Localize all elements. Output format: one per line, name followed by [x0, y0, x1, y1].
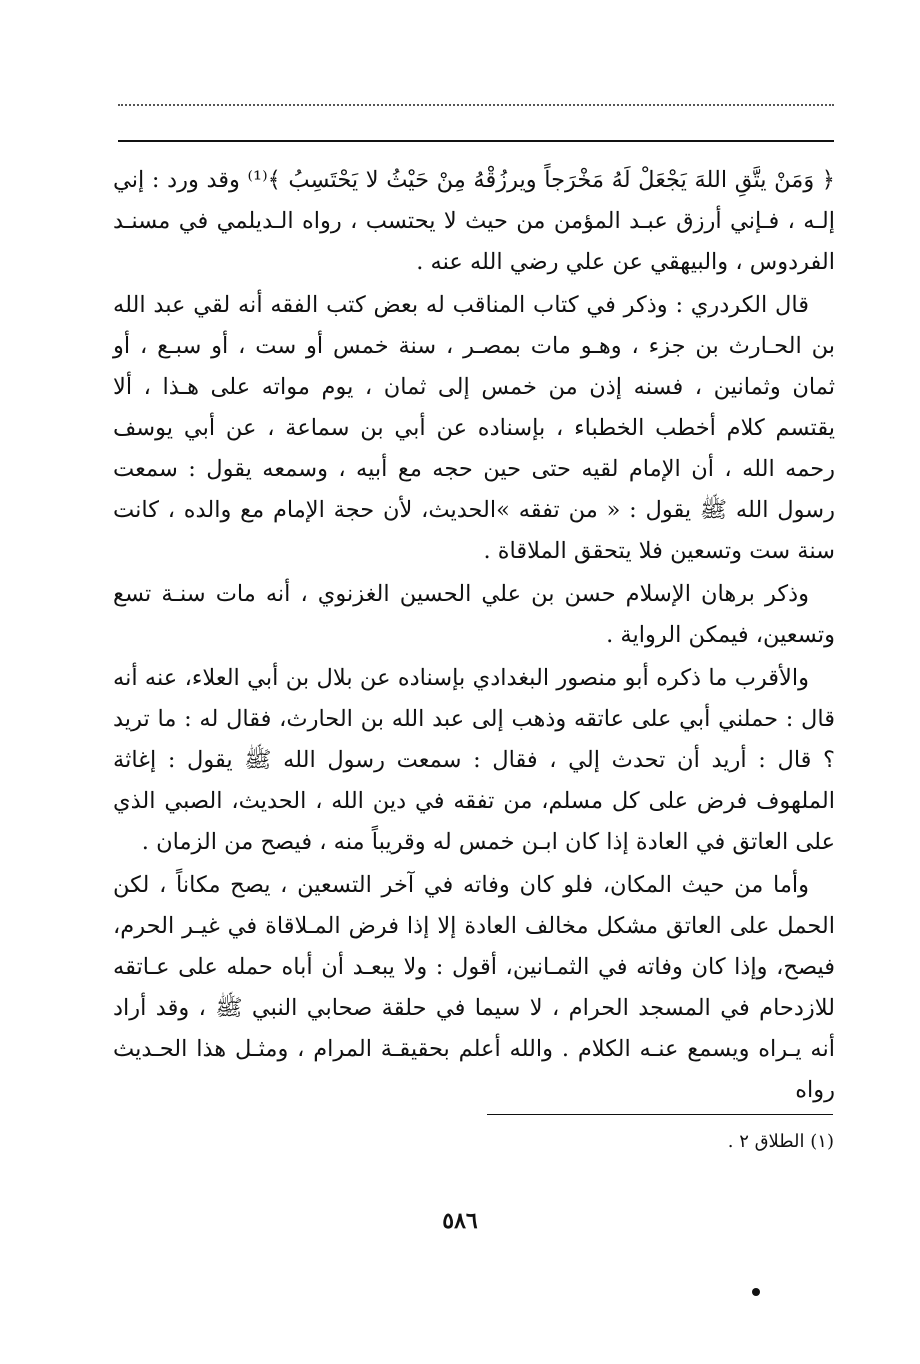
main-text [113, 160, 835, 1113]
page-number: ٥٨٦ [442, 1208, 478, 1234]
paragraph-3: وذكر برهان الإسلام حسن بن علي الحسين الغزنوي ، أنه مات سنـة تسع وتسعين، فيمكن الرواية . [113, 581, 835, 648]
ink-dot [752, 1288, 760, 1296]
header-dotted-line [118, 104, 834, 112]
paragraph-4: والأقرب ما ذكره أبو منصور البغدادي بإسناده عن بلال بن أبي العلاء، عنه أنه قال : حملني أبي على عاتقه وذهب إلى عبد الله بن الحارث، فقال له : ما تريد ؟ قال : أريد أن تحدث إلي ، فقال : سمعت رسول الله ﷺ يقول : إغاثة الملهوف فرض على كل مسلم، من تفقه في دين الله ، الحديث، الصبي الذي على العاتق في العادة إذا كان ابـن خمس له وقريباً منه ، فيصح من الزمان . [113, 665, 835, 855]
paragraph-2: قال الكردري : وذكر في كتاب المناقب له بعض كتب الفقه أنه لقي عبد الله بن الحـارث بن جزء ، وهـو مات بمصـر ، سنة خمس أو ست ، أو سبـع ، أو ثمان وثمانين ، فسنه إذن من خمس إلى ثمان ، يوم مواته على هـذا ، ألا يقتسم كلام أخطب الخطباء ، بإسناده عن أبي بن سماعة ، عن أبي يوسف رحمه الله ، أن الإمام لقيه حتى حين حجه مع أبيه ، وسمعه يقول : سمعت رسول الله ﷺ يقول : « من تفقه »الحديث، لأن حجة الإمام مع والده ، كانت سنة ست وتسعين فلا يتحقق الملاقاة . [113, 292, 835, 564]
footnote: (١) الطلاق ٢ . [727, 1131, 834, 1152]
paragraph-1: ﴿ وَمَنْ يتَّقِ اللهَ يَجْعَلْ لَهُ مَخْرَجاً ويرزُقْهُ مِنْ حَيْثُ لا يَحْتَسِبُ ﴾⁽¹⁾ وقد ورد : إني إلـه ، فـإني أرزق عبـد المؤمن من حيث لا يحتسب ، رواه الـديلمي في مسنـد الفردوس ، والبيهقي عن علي رضي الله عنه . [113, 167, 835, 275]
header-rule [118, 140, 834, 142]
paragraph-5: وأما من حيث المكان، فلو كان وفاته في آخر التسعين ، يصح مكاناً ، لكن الحمل على العاتق مشكل مخالف العادة إلا إذا فرض المـلاقاة في غيـر الحرم، فيصح، وإذا كان وفاته في الثمـانين، أقول : ولا يبعـد أن أباه حمله على عـاتقه للازدحام في المسجد الحرام ، لا سيما في حلقة صحابي النبي ﷺ ، وقد أراد أنه يـراه ويسمع عنـه الكلام . والله أعلم بحقيقـة المرام ، ومثـل هذا الحـديث رواه [113, 872, 835, 1103]
footnote-rule [487, 1114, 833, 1115]
